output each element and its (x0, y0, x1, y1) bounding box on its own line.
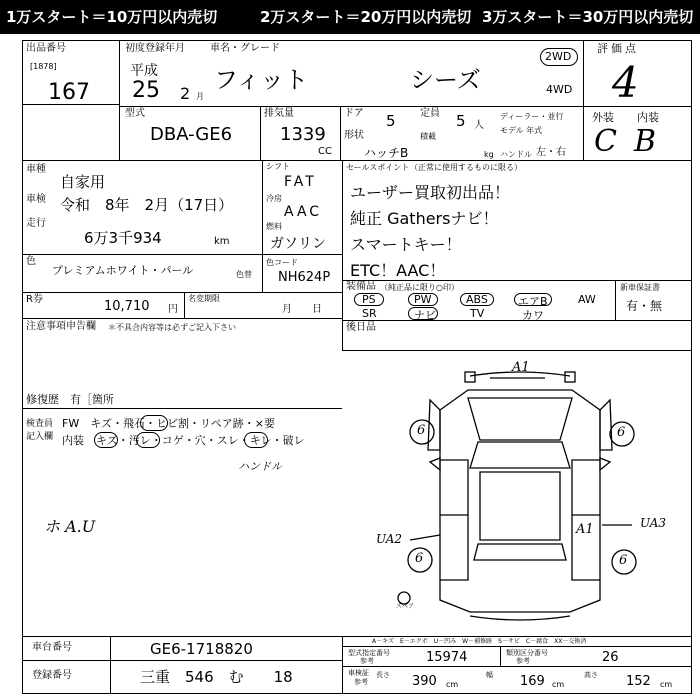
roof (480, 472, 560, 540)
right-front-panel (600, 400, 612, 450)
color-code: NH624P (278, 270, 331, 285)
car-damage-diagram (370, 350, 692, 630)
mileage-value: 6万3千934 (84, 229, 162, 247)
warranty-label: 新車保証書 (620, 283, 660, 292)
handwritten-note: ホ A.U (44, 517, 96, 536)
divider (119, 106, 583, 107)
repair-value: 有［箇所 (70, 393, 114, 406)
mark-circle (94, 432, 118, 448)
type-value: 自家用 (60, 173, 106, 191)
dealer-label: ディーラー・並行 (500, 112, 564, 121)
interior-grade: B (634, 124, 657, 159)
displacement: 1339 (280, 124, 326, 145)
inspector-row-1: FW キズ・飛石・ヒビ割・リペア跡・×要 (62, 417, 275, 430)
shift-value: FAT (284, 174, 317, 190)
mark-circle (136, 432, 160, 448)
shape-label: 形状 (344, 130, 364, 141)
kg-label: kg (484, 150, 494, 159)
divider (340, 106, 341, 160)
reg-month: 2 (180, 84, 191, 103)
rating-label: 評価点 (597, 42, 639, 55)
divider (342, 160, 343, 350)
equip-abs: ABS (466, 293, 488, 306)
divider (500, 646, 501, 666)
divider (342, 320, 692, 321)
tire-mark-fr: 6 (617, 425, 626, 440)
inspection-value: 令和 8年 2月（17日） (60, 196, 234, 214)
class-sub: 参考 (516, 657, 530, 665)
left-mirror (430, 458, 440, 470)
divider (260, 106, 261, 160)
sales-line-3: スマートキー！ (350, 235, 462, 254)
doors: 5 (386, 112, 396, 130)
left-doors (440, 460, 468, 580)
banner-part-1: 1万スタート＝10万円以内売切 (6, 8, 218, 26)
equipment-sub: （純正品に限り○印） (380, 283, 459, 292)
equip-tv: TV (470, 307, 485, 320)
capacity-label: 定員 (420, 108, 440, 119)
front-corner (565, 372, 575, 382)
right-mirror (600, 458, 610, 470)
model-code: 15974 (426, 650, 468, 665)
divider (262, 160, 263, 254)
handle-label: ハンドル (500, 150, 532, 159)
hood (468, 398, 572, 440)
sales-points-sub: （正常に使用するものに限る） (410, 163, 522, 172)
mileage-label: 走行 (26, 218, 46, 229)
equipment-label: 装備品 (346, 281, 376, 292)
divider (110, 636, 111, 694)
yen: 円 (168, 304, 178, 315)
sales-line-2: 純正 Gathersナビ！ (350, 209, 499, 228)
sales-line-4: ETC！AAC！ (350, 261, 446, 280)
day-label: 月 日 (282, 304, 322, 315)
fuel-label: 燃料 (266, 222, 282, 231)
divider (22, 160, 692, 161)
cc-label: CC (318, 146, 332, 157)
reg-year: 25 (132, 78, 160, 103)
divider (342, 666, 692, 667)
color-value: プレミアムホワイト・パール (52, 264, 194, 277)
mark-line (410, 535, 440, 540)
divider (22, 408, 342, 409)
era: 平成 (130, 63, 158, 79)
divider (342, 636, 343, 694)
equip-airbag: エアB (518, 295, 548, 308)
seat-label: 後日品 (346, 322, 376, 333)
car-name-label: 車名・グレード (210, 43, 280, 54)
model-label: 型式 (125, 108, 145, 119)
length-label: 長さ (376, 671, 390, 679)
shift-label: シフト (266, 162, 290, 171)
class-label: 類別区分番号 (506, 649, 548, 657)
windshield (470, 442, 570, 468)
divider (22, 254, 342, 255)
reg-label: 登録番号 (32, 670, 72, 681)
notes-sub: ＊不具合内容等は必ずご記入下さい (108, 323, 236, 332)
mark-circle (244, 432, 268, 448)
inspector-label-1: 検査員 (26, 419, 54, 429)
model: DBA-GE6 (150, 124, 233, 145)
banner-part-3: 3万スタート＝30万円以内売切 (482, 8, 694, 26)
equip-pw: PW (414, 293, 432, 306)
load-label: 積載 (420, 132, 436, 141)
equip-navi: ナビ (414, 309, 436, 322)
name-change-label: 名変期限 (188, 294, 220, 303)
capacity: 5 (456, 112, 466, 130)
door-label: ドア (344, 108, 364, 119)
equip-sr: SR (362, 307, 377, 320)
tire-mark-fl: 6 (417, 423, 426, 438)
body-outline (440, 390, 600, 612)
width-label: 幅 (486, 671, 493, 679)
front-corner (465, 372, 475, 382)
divider (119, 40, 120, 160)
lot-sub: [1878] (30, 62, 57, 71)
handwritten-handle: ハンドル (238, 460, 282, 473)
recycle-value: 10,710 (104, 299, 150, 314)
tire-mark-rr: 6 (619, 553, 628, 568)
reg-value: 三重 546 む 18 (140, 668, 293, 686)
left-front-panel (428, 400, 440, 450)
chassis-value: GE6-1718820 (150, 640, 253, 658)
inspector-label-2: 記入欄 (26, 432, 54, 442)
damage-mark-a1-front: A1 (512, 360, 530, 375)
length-cm: cm (446, 680, 459, 689)
exterior-grade: C (594, 124, 617, 159)
length: 390 (412, 674, 437, 689)
divider (22, 660, 342, 661)
grade: シーズ (410, 66, 481, 94)
inspector-row-2: キズ・汚レ・コゲ・穴・スレ・キレ・破レ (96, 434, 305, 447)
car-name: フィット (214, 66, 309, 94)
legend: A－キズ E－エクボ U－凹み W－補修跡 S－サビ C－腐食 XX－交換済 (372, 638, 587, 645)
class-value: 26 (602, 650, 619, 665)
divider (583, 40, 584, 160)
displacement-label: 排気量 (264, 108, 294, 119)
rear-window (474, 544, 566, 560)
rear-bumper (470, 616, 570, 620)
repair-label: 修復歴 (26, 393, 59, 406)
lot-number: 167 (48, 80, 90, 105)
inspector-row-2-label: 内装 (62, 434, 84, 447)
divider (22, 318, 342, 319)
month-unit: 月 (196, 92, 204, 101)
height-label: 高さ (584, 671, 598, 679)
height: 152 (626, 674, 651, 689)
model-year-label: モデル 年式 (500, 126, 543, 135)
lot-label: 出品番号 (26, 43, 66, 54)
tire-mark-rl: 6 (415, 551, 424, 566)
divider (22, 636, 692, 637)
equip-leather: カワ (522, 309, 544, 322)
color-change-label: 色替 (236, 270, 252, 279)
interior-label: 内装 (637, 111, 659, 124)
inspection-label: 車検 (26, 194, 46, 205)
width-cm: cm (552, 680, 565, 689)
spare-label: スペア (396, 603, 415, 610)
model-code-label: 型式指定番号 (348, 649, 390, 657)
dims-sub: 参考 (354, 678, 368, 686)
ac-value: AAC (284, 204, 323, 220)
handle-value: 左・右 (536, 147, 566, 158)
rating: 4 (612, 58, 639, 107)
divider (22, 292, 342, 293)
exterior-label: 外装 (592, 111, 614, 124)
model-code-sub: 参考 (360, 657, 374, 665)
right-doors (572, 460, 600, 580)
banner-part-2: 2万スタート＝20万円以内売切 (260, 8, 472, 26)
damage-mark-ua3: UA3 (640, 516, 667, 530)
color-code-label: 色コード (266, 258, 298, 267)
width: 169 (520, 674, 545, 689)
km-label: km (214, 236, 230, 247)
equip-ps: PS (362, 293, 376, 306)
notes-label: 注意事項申告欄 (26, 321, 96, 332)
equip-aw: AW (578, 293, 596, 306)
drive-2wd: 2WD (545, 50, 572, 63)
chassis-label: 車台番号 (32, 642, 72, 653)
damage-mark-ua2: UA2 (376, 532, 403, 546)
drive-4wd: 4WD (546, 83, 573, 96)
height-cm: cm (660, 680, 673, 689)
mark-circle (140, 415, 168, 431)
top-banner (0, 0, 700, 34)
first-reg-label: 初度登録年月 (125, 43, 185, 54)
divider (615, 280, 616, 320)
color-label: 色 (26, 256, 36, 267)
sales-line-1: ユーザー買取初出品！ (350, 183, 511, 202)
recycle-label: R券 (26, 294, 43, 305)
person-unit: 人 (474, 120, 484, 131)
shape: ハッチB (364, 146, 409, 160)
type-label: 車種 (26, 164, 46, 175)
dims-label: 車検証 (348, 669, 369, 677)
damage-mark-a1-right: A1 (576, 522, 594, 537)
divider (184, 292, 185, 318)
sales-points-label: セールスポイント (346, 163, 410, 172)
ac-label: 冷房 (266, 194, 282, 203)
fuel-value: ガソリン (270, 236, 326, 252)
warranty-value: 有・無 (626, 299, 663, 313)
divider (262, 254, 263, 292)
